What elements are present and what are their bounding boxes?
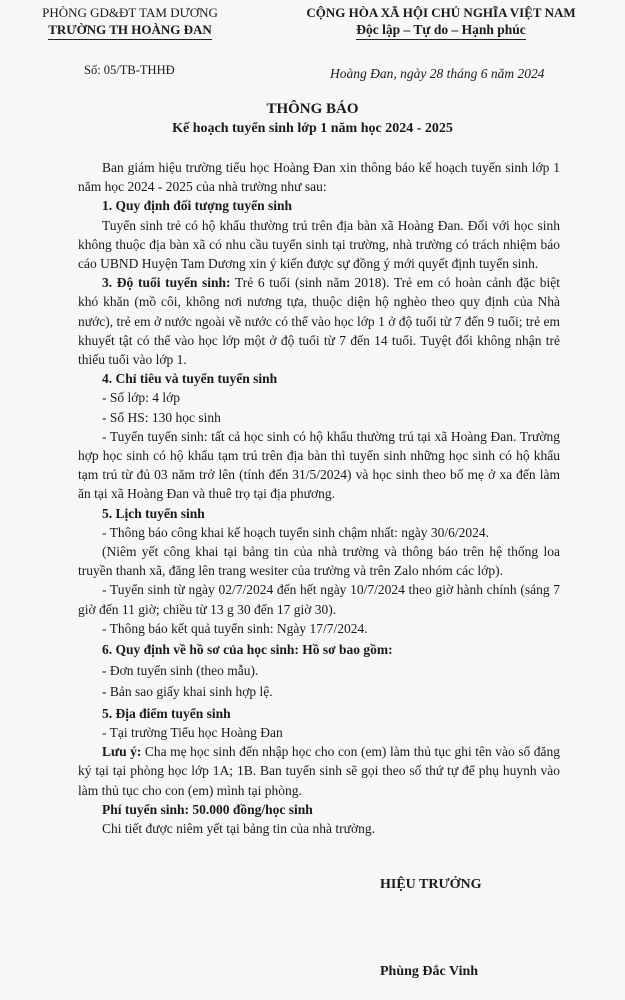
issuing-organization [20,4,240,40]
nation-name: CỘNG HÒA XÃ HỘI CHỦ NGHĨA VIỆT NAM [306,5,576,20]
department-name: PHÒNG GD&ĐT TAM DƯƠNG [42,5,218,20]
section-5-item: (Niêm yết công khai tại bảng tin của nhà trường và thông báo trên hệ thống loa truyền thanh xã, đăng lên trang wesiter của trường và trên Zalo nhóm các lớp). [78,544,560,579]
document-number: Số: 05/TB-THHĐ [84,63,175,77]
intro-paragraph: Ban giám hiệu trường tiểu học Hoàng Đan xin thông báo kế hoạch tuyển sinh lớp 1 năm học 2024 - 2025 của nhà trường như sau: [78,160,560,195]
section-location-item: - Tại trường Tiểu học Hoàng Đan [102,724,283,740]
section-1-heading: 1. Quy định đối tượng tuyển sinh [102,198,293,214]
section-5-item: - Tuyển sinh từ ngày 02/7/2024 đến hết ngày 10/7/2024 theo giờ hành chính (sáng 7 giờ đến 11 giờ; chiều từ 13 g 30 đến 17 giờ 30). [78,582,560,617]
section-1-text: Tuyển sinh trẻ có hộ khẩu thường trú trên địa bàn xã Hoàng Đan. Đối với học sinh không thuộc địa bàn xã có nhu cầu tuyển sinh tại trường, nhà trường có trách nhiệm báo cáo UBND Huyện Tam Dương xin ý kiến được sự đồng ý mới quyết định tuyển sinh. [78,217,560,272]
school-name: TRƯỜNG TH HOÀNG ĐAN [48,21,212,40]
section-6-item: - Đơn tuyển sinh (theo mẫu). [102,663,259,679]
fee-line: Phí tuyển sinh: 50.000 đồng/học sinh [102,801,313,817]
section-5-item: - Thông báo kết quả tuyển sinh: Ngày 17/7/2024. [102,620,368,636]
section-4-item: - Tuyển tuyển sinh: tất cả học sinh có hộ khẩu thường trú tại xã Hoàng Đan. Trường hợp học sinh có hộ khẩu tạm trú trên địa bàn thì tuyển sinh những học sinh có hộ khẩu tạm trú từ đủ 03 năm trở lên (tính đến 31/5/2024) và học sinh theo bố mẹ ở xa đến làm ăn tại xã Hoàng Đan và thuê trọ tại địa phương. [78,428,560,502]
document-body [78,158,560,838]
document-subtitle: Kế hoạch tuyển sinh lớp 1 năm học 2024 - 2025 [172,121,453,136]
note-label: Lưu ý: [102,744,142,760]
section-4-heading: 4. Chỉ tiêu và tuyển tuyển sinh [102,371,278,387]
section-3-heading: 3. Độ tuổi tuyển sinh: [102,275,231,291]
section-location-heading: 5. Địa điểm tuyển sinh [102,705,231,721]
signer-name: Phùng Đắc Vinh [380,964,479,979]
document-title: THÔNG BÁO [266,101,359,117]
section-3-text: Trẻ 6 tuổi (sinh năm 2018). Trẻ em có hoàn cảnh đặc biệt khó khăn (mồ côi, không nơi nương tựa, thuộc diện hộ nghèo theo quy định của Nhà nước), trẻ em ở nước ngoài về nước có thể vào học lớp 1 ở độ tuổi từ 7 đến 9 tuổi; trẻ em khuyết tật có thể vào học lớp một ở độ tuổi từ 7 đến 14 tuổi. Tuyệt đối không nhận trẻ thiếu tuổi vào lớp 1. [78,275,560,368]
section-5-item: - Thông báo công khai kế hoạch tuyển sinh chậm nhất: ngày 30/6/2024. [102,524,490,540]
section-4-item: - Số lớp: 4 lớp [102,390,181,406]
national-motto: Độc lập – Tự do – Hạnh phúc [356,21,526,40]
national-header [262,4,620,40]
document-date: Hoàng Đan, ngày 28 tháng 6 năm 2024 [330,66,545,81]
closing-line: Chi tiết được niêm yết tại bảng tin của nhà trường. [102,820,375,836]
section-5-heading: 5. Lịch tuyển sinh [102,505,205,521]
section-4-item: - Số HS: 130 học sinh [102,409,221,425]
section-3-paragraph [78,273,560,369]
note-text: Cha mẹ học sinh đến nhập học cho con (em) làm thủ tục ghi tên vào sổ đăng ký tại tại phòng học lớp 1A; 1B. Ban tuyển sinh sẽ gọi theo số thứ tự để phụ huynh vào làm thủ tục cho con (em) mình tại phòng. [78,744,560,798]
note-paragraph [78,742,560,800]
section-6-item: - Bản sao giấy khai sinh hợp lệ. [102,684,273,700]
section-6-heading: 6. Quy định về hồ sơ của học sinh: Hồ sơ bao gồm: [102,642,393,658]
signature-title: HIỆU TRƯỞNG [380,877,482,892]
